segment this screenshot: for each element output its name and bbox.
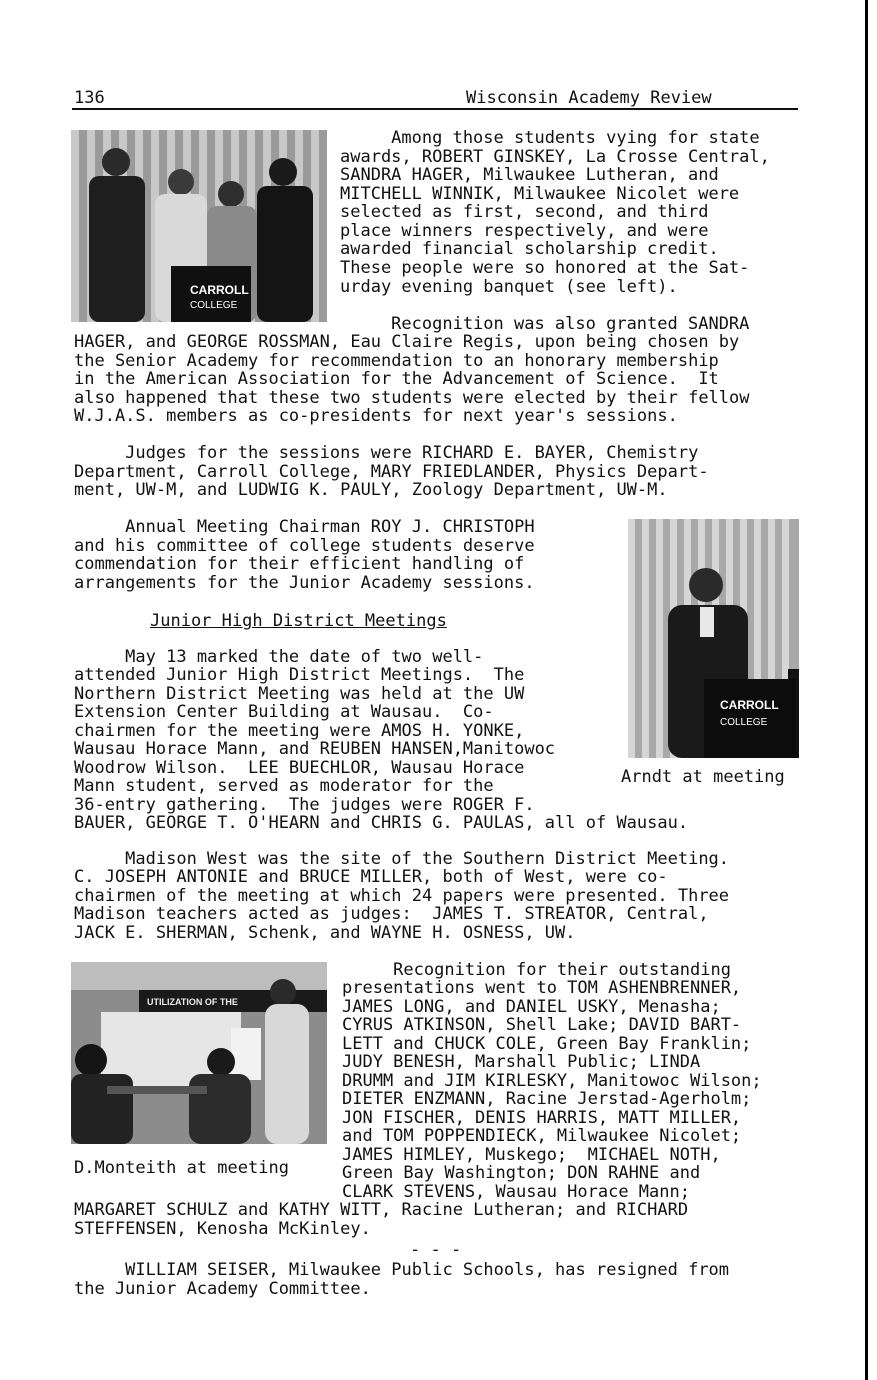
paragraph-line: Green Bay Washington; DON RAHNE and — [342, 1163, 701, 1183]
page-number: 136 — [74, 88, 105, 108]
paragraph-line: place winners respectively, and were — [340, 221, 709, 241]
paragraph-line: JAMES LONG, and DANIEL USKY, Menasha; — [342, 997, 721, 1017]
paragraph-line: JUDY BENESH, Marshall Public; LINDA — [342, 1052, 701, 1072]
paragraph-line: Northern District Meeting was held at the UW — [74, 684, 525, 704]
podium-sign-text: CARROLL — [720, 698, 779, 712]
paragraph-line: MITCHELL WINNIK, Milwaukee Nicolet were — [340, 184, 740, 204]
paragraph-line: Judges for the sessions were RICHARD E. BAYER, Chemistry — [74, 443, 699, 463]
paragraph-line: Madison West was the site of the Southern District Meeting. — [74, 849, 730, 869]
photo-caption: D.Monteith at meeting — [74, 1158, 289, 1178]
paragraph-line: HAGER, and GEORGE ROSSMAN, Eau Claire Regis, upon being chosen by — [74, 332, 740, 352]
paragraph-line: Recognition for their outstanding — [342, 960, 731, 980]
paragraph-line: urday evening banquet (see left). — [340, 277, 678, 297]
paragraph-line: awarded financial scholarship credit. — [340, 239, 719, 259]
paragraph-line: Mann student, served as moderator for the — [74, 776, 494, 796]
paragraph-line: SANDRA HAGER, Milwaukee Lutheran, and — [340, 165, 719, 185]
paragraph-line: STEFFENSEN, Kenosha McKinley. — [74, 1219, 371, 1239]
paragraph-line: W.J.A.S. members as co-presidents for next year's sessions. — [74, 406, 678, 426]
banquet-photo — [71, 130, 327, 322]
paragraph-line: Woodrow Wilson. LEE BUECHLOR, Wausau Horace — [74, 758, 525, 778]
paragraph-line: presentations went to TOM ASHENBRENNER, — [342, 978, 742, 998]
podium-sign-text: COLLEGE — [190, 300, 238, 311]
paragraph-line: arrangements for the Junior Academy sessions. — [74, 573, 535, 593]
podium-sign-text: COLLEGE — [720, 717, 768, 728]
paragraph-line: chairmen for the meeting were AMOS H. YONKE, — [74, 721, 525, 741]
section-separator: - - - — [410, 1240, 462, 1260]
paragraph-line: awards, ROBERT GINSKEY, La Crosse Central, — [340, 147, 770, 167]
paragraph-line: Annual Meeting Chairman ROY J. CHRISTOPH — [74, 517, 535, 537]
paragraph-line: CYRUS ATKINSON, Shell Lake; DAVID BART- — [342, 1015, 742, 1035]
paragraph-line: ment, UW-M, and LUDWIG K. PAULY, Zoology Department, UW-M. — [74, 480, 668, 500]
paragraph-line: and his committee of college students deserve — [74, 536, 535, 556]
paragraph-line: BAUER, GEORGE T. O'HEARN and CHRIS G. PAULAS, all of Wausau. — [74, 813, 689, 833]
paragraph-line: JON FISCHER, DENIS HARRIS, MATT MILLER, — [342, 1108, 742, 1128]
paragraph-line: JAMES HIMLEY, Muskego; MICHAEL NOTH, — [342, 1145, 721, 1165]
photo-caption: Arndt at meeting — [621, 767, 785, 787]
paragraph-line: attended Junior High District Meetings. The — [74, 665, 525, 685]
paragraph-line: the Senior Academy for recommendation to an honorary membership — [74, 351, 719, 371]
podium-sign-text: CARROLL — [190, 283, 249, 297]
paragraph-line: in the American Association for the Advancement of Science. It — [74, 369, 719, 389]
paragraph-line: Recognition was also granted SANDRA — [340, 314, 750, 334]
paragraph-line: CLARK STEVENS, Wausau Horace Mann; — [342, 1182, 690, 1202]
paragraph-line: the Junior Academy Committee. — [74, 1279, 371, 1299]
header-rule — [72, 108, 798, 110]
monteith-photo — [71, 962, 327, 1144]
paragraph-line: commendation for their efficient handling of — [74, 554, 525, 574]
paragraph-line: and TOM POPPENDIECK, Milwaukee Nicolet; — [342, 1126, 742, 1146]
arndt-photo — [628, 519, 799, 758]
paragraph-line: chairmen of the meeting at which 24 papers were presented. Three — [74, 886, 730, 906]
paragraph-line: LETT and CHUCK COLE, Green Bay Franklin; — [342, 1034, 752, 1054]
paragraph-line: JACK E. SHERMAN, Schenk, and WAYNE H. OSNESS, UW. — [74, 923, 576, 943]
paragraph-line: WILLIAM SEISER, Milwaukee Public Schools, has resigned from — [74, 1260, 730, 1280]
paragraph-line: selected as first, second, and third — [340, 202, 709, 222]
paragraph-line: May 13 marked the date of two well- — [74, 647, 484, 667]
paragraph-line: also happened that these two students were elected by their fellow — [74, 388, 750, 408]
running-head: Wisconsin Academy Review — [466, 88, 712, 108]
paragraph-line: Madison teachers acted as judges: JAMES T. STREATOR, Central, — [74, 904, 709, 924]
paragraph-line: DRUMM and JIM KIRLESKY, Manitowoc Wilson; — [342, 1071, 762, 1091]
paragraph-line: DIETER ENZMANN, Racine Jerstad-Agerholm; — [342, 1089, 752, 1109]
paragraph-line: These people were so honored at the Sat- — [340, 258, 750, 278]
paragraph-line: Among those students vying for state — [340, 128, 760, 148]
paragraph-line: 36-entry gathering. The judges were ROGER F. — [74, 795, 535, 815]
section-heading: Junior High District Meetings — [150, 611, 447, 631]
sign-text: UTILIZATION OF THE — [147, 997, 238, 1007]
paragraph-line: Wausau Horace Mann, and REUBEN HANSEN,Manitowoc — [74, 739, 556, 759]
paragraph-line: C. JOSEPH ANTONIE and BRUCE MILLER, both of West, were co- — [74, 867, 668, 887]
paragraph-line: MARGARET SCHULZ and KATHY WITT, Racine Lutheran; and RICHARD — [74, 1200, 689, 1220]
paragraph-line: Department, Carroll College, MARY FRIEDLANDER, Physics Depart- — [74, 462, 709, 482]
paragraph-line: Extension Center Building at Wausau. Co- — [74, 702, 494, 722]
